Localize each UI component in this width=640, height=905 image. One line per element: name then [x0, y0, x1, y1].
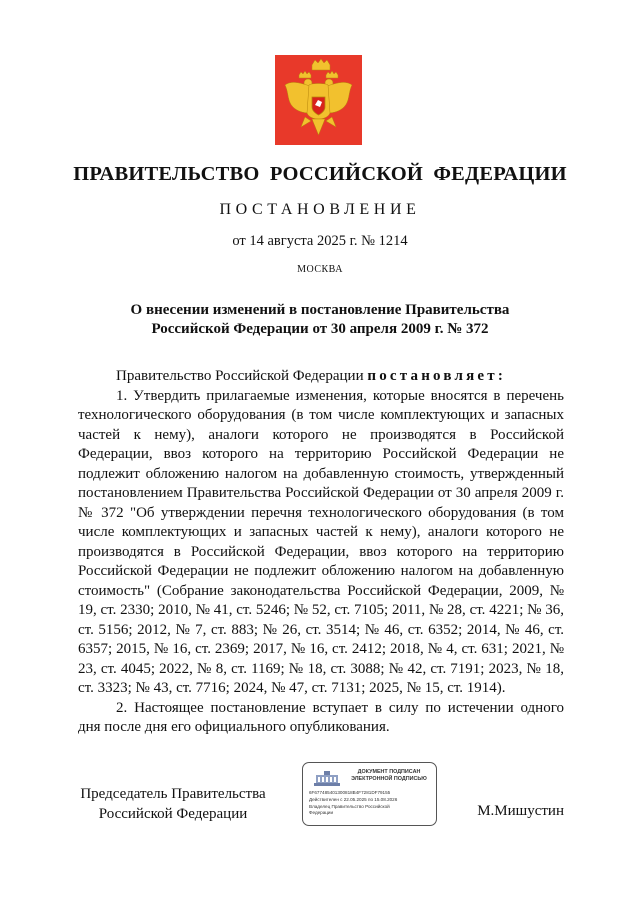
signer-position-line: Председатель Правительства [80, 786, 266, 802]
certificate-serial: 6F677485401300818B4F7281DF79155 [309, 790, 391, 795]
signer-name: М.Мишустин [477, 803, 564, 819]
subject-line: О внесении изменений в постановление Правительства [130, 302, 510, 318]
signer-position-line: Российской Федерации [98, 805, 248, 822]
intro-paragraph [78, 367, 564, 387]
document-type: ПОСТАНОВЛЕНИЕ [219, 201, 421, 218]
stamp-title-line: ДОКУМЕНТ ПОДПИСАН [357, 769, 421, 775]
signer-position [78, 785, 268, 824]
item-1-paragraph: 1. Утвердить прилагаемые изменения, которые вносятся в перечень технологического оборудования (в том числе комплектующих и запасных частей к нему), аналоги которого не производятся в Российской Федерации, ввоз которого на территорию Российской Федерации не подлежит обложению налогом на добавленную стоимость, утвержденный постановлением Правительства Российской Федерации от 30 апреля 2009 г. № 372 "Об утверждении перечня технологического оборудования (в том числе комплектующих и запасных частей к нему), аналоги которого не производятся в Российской Федерации, ввоз которого на территорию Российской Федерации не подлежит обложению налогом на добавленную стоимость" (Собрание законодательства Российской Федерации, 2009, № 19, ст. 2330; 2010, № 41, ст. 5246; № 52, ст. 7105; 2011, № 28, ст. 4221; № 36, ст. 5156; 2012, № 7, ст. 883; № 26, ст. 3514; № 46, ст. 6352; 2014, № 46, ст. 6357; 2015, № 16, ст. 2369; 2017, № 16, ст. 2412; 2018, № 4, ст. 631; 2021, № 23, ст. 4045; 2022, № 8, ст. 1169; № 18, ст. 3088; № 42, ст. 7191; 2023, № 18, ст. 3323; № 43, ст. 7716; 2024, № 47, ст. 7131; 2025, № 15, ст. 1914). [78, 387, 564, 696]
certificate-validity: Действителен с 22.05.2025 по 15.08.2026 [309, 797, 398, 802]
city: МОСКВА [297, 264, 343, 275]
decrees-word: постановляет: [367, 368, 507, 384]
document-subject [0, 301, 640, 339]
intro-text: Правительство Российской Федерации [116, 368, 368, 384]
stamp-title-line: ЭЛЕКТРОННОЙ ПОДПИСЬЮ [351, 776, 427, 782]
subject-line: Российской Федерации от 30 апреля 2009 г. № 372 [151, 321, 489, 337]
certificate-owner: Владелец Правительство Российской [309, 804, 390, 809]
document-body [78, 367, 564, 738]
russian-coat-of-arms-emblem [275, 55, 362, 145]
stamp-title [343, 769, 435, 783]
item-2-paragraph: 2. Настоящее постановление вступает в силу по истечении одного дня после дня его официального опубликования. [78, 699, 564, 735]
electronic-signature-stamp [302, 762, 437, 826]
government-building-icon [312, 769, 342, 787]
certificate-owner: Федерации [309, 810, 334, 815]
document-date-number: от 14 августа 2025 г. № 1214 [232, 233, 408, 249]
government-title: ПРАВИТЕЛЬСТВО РОССИЙСКОЙ ФЕДЕРАЦИИ [73, 163, 567, 185]
